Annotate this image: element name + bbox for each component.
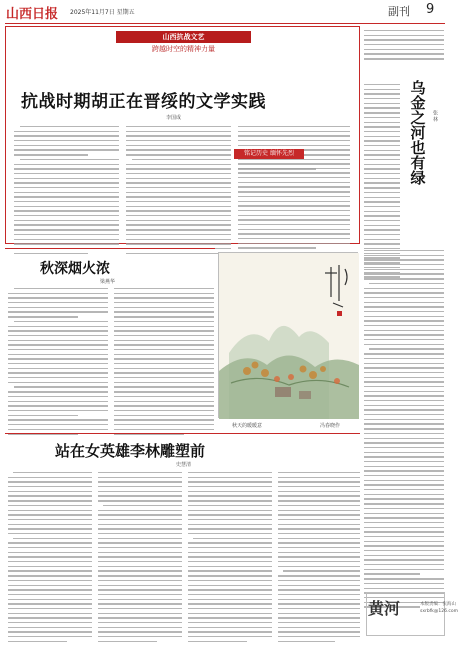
- column2-author: 梁燕华: [100, 279, 116, 285]
- feature-text-col-4: [238, 163, 350, 252]
- banner-subtitle: 跨越时空的精神力量: [152, 45, 215, 53]
- column2-title: 秋深烟火浓: [40, 261, 110, 277]
- banner-title: 山西抗战文艺: [116, 31, 251, 43]
- section-name: 副刊: [388, 5, 410, 18]
- section-divider-2: [5, 433, 360, 434]
- painting-caption-title: 秋天的暖暖意: [232, 423, 263, 429]
- right-text-col-a: [364, 250, 444, 611]
- footer-email: sxrbfk@126.com: [420, 609, 458, 614]
- right-article-author: 张 林: [432, 110, 438, 122]
- footer-brand: 黄河: [368, 599, 401, 618]
- feature-banner: [116, 31, 251, 57]
- column3-text-col-3: [188, 472, 272, 645]
- page-header: [0, 0, 450, 22]
- feature-author: 李国成: [166, 115, 182, 121]
- column3-author: 史慧清: [176, 462, 192, 468]
- right-text-top: [364, 30, 444, 63]
- page-number: 9: [426, 2, 435, 17]
- feature-subbar: 铭记历史 缅怀先烈: [234, 149, 304, 159]
- column2-text-col-1: [8, 288, 108, 438]
- feature-text-col-1: [14, 126, 119, 257]
- right-article-title: [404, 80, 430, 185]
- feature-article: [5, 26, 360, 244]
- painting-caption-artist: 冯春晓作: [320, 423, 341, 429]
- feature-headline: 抗战时期胡正在晋绥的文学实践: [21, 92, 266, 112]
- dateline: 2025年11月7日 星期五: [70, 9, 135, 16]
- footer-editor-info: [420, 601, 458, 615]
- footer-editor: 本版责编：张海山: [420, 602, 456, 607]
- landscape-painting: [218, 252, 358, 418]
- feature-text-col-2: [126, 126, 231, 257]
- section-divider-1: [5, 248, 215, 249]
- painting-artwork: [219, 253, 359, 419]
- right-article-title-text: 乌金之河也有绿: [408, 80, 427, 185]
- masthead: 山西日报: [6, 7, 59, 22]
- column3-title: 站在女英雄李林雕塑前: [55, 442, 206, 460]
- header-rule: [5, 23, 445, 24]
- column2-text-col-2: [114, 288, 214, 438]
- column3-text-col-4: [278, 472, 360, 645]
- column3-text-col-1: [8, 472, 92, 645]
- column3-text-col-2: [98, 472, 182, 645]
